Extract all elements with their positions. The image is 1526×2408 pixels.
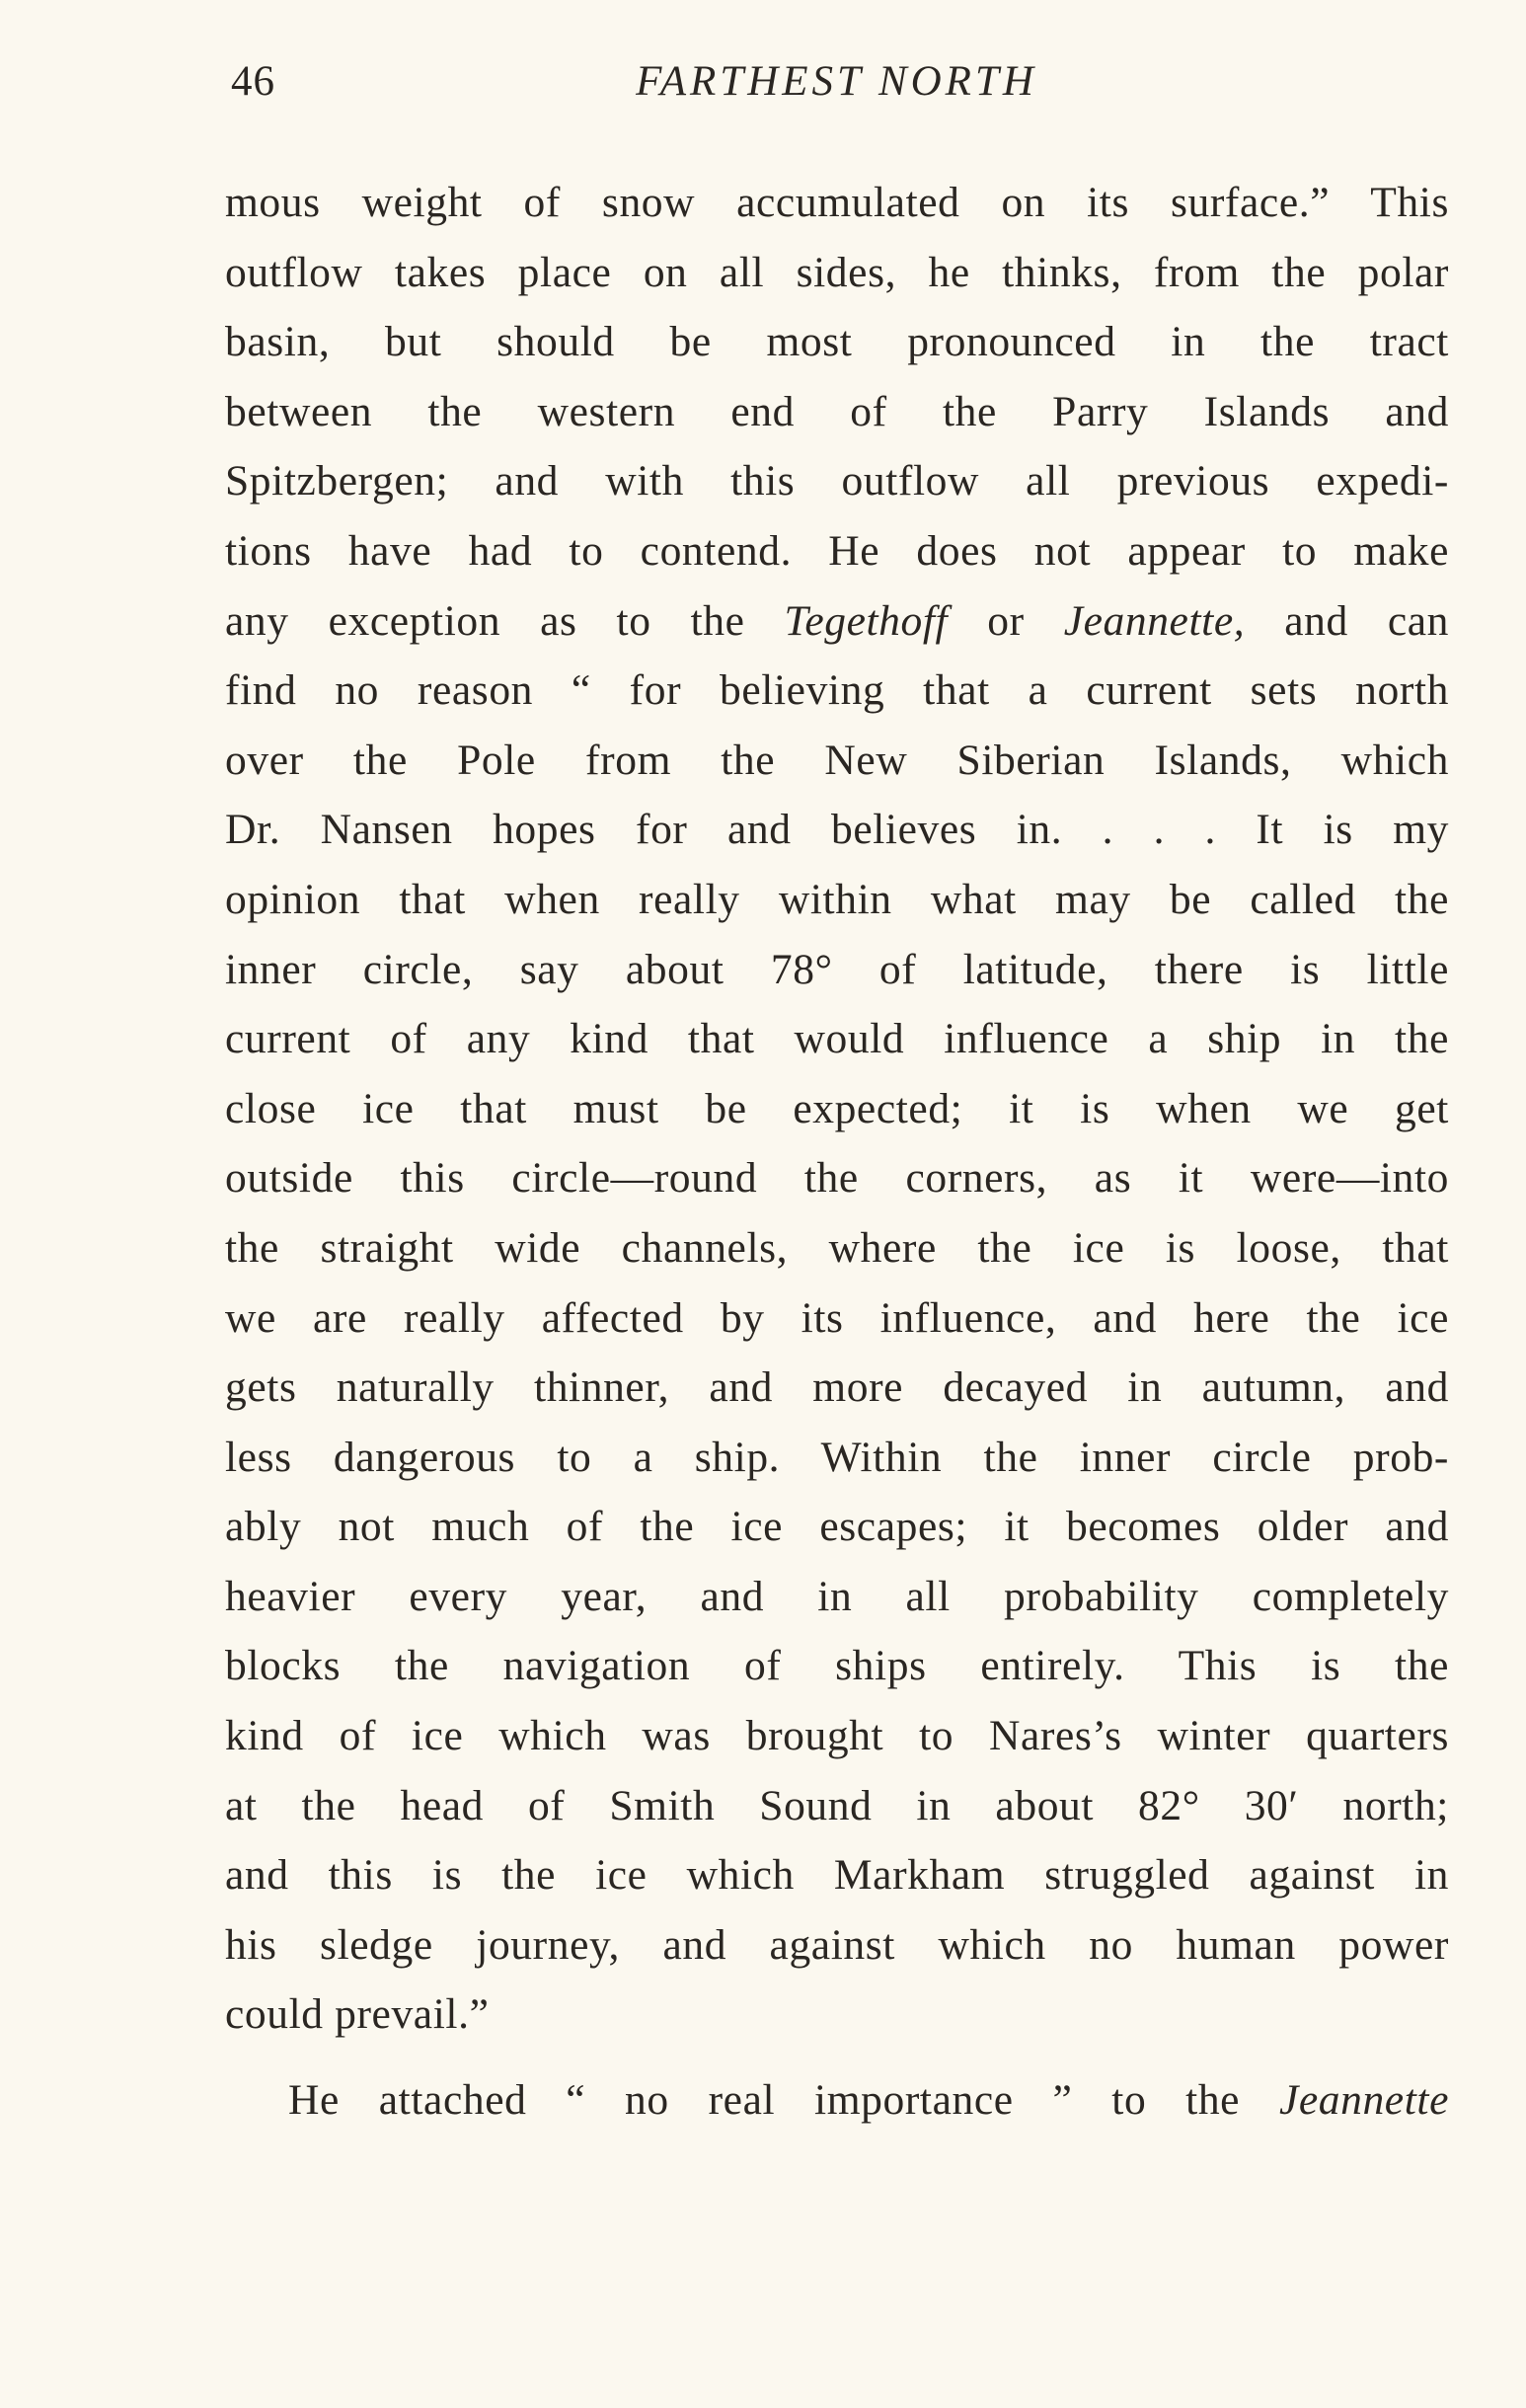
text-line (225, 1213, 1449, 1283)
text-segment: He attached “ no real importance ” to the (288, 2076, 1279, 2125)
italic-title: Tegethoff (784, 596, 949, 645)
text-segment: the straight wide channels, where the ice is loose, that (225, 1223, 1449, 1272)
text-line (225, 307, 1449, 377)
text-line (225, 446, 1449, 516)
text-segment: kind of ice which was brought to Nares’s winter quarters (225, 1712, 1449, 1760)
text-segment: at the head of Smith Sound in about 82° 30′ north; (225, 1781, 1449, 1829)
text-segment: and can (1245, 596, 1449, 645)
text-segment: find no reason “ for believing that a current sets north (225, 666, 1449, 715)
text-line (225, 1353, 1449, 1423)
text-segment: outflow takes place on all sides, he thinks, from the polar (225, 248, 1449, 296)
text-segment: his sledge journey, and against which no human power (225, 1920, 1449, 1969)
text-segment: inner circle, say about 78° of latitude, there is little (225, 945, 1449, 993)
italic-title: Jeannette, (1063, 596, 1246, 645)
text-line (225, 238, 1449, 308)
text-line (225, 1631, 1449, 1701)
text-line (225, 2065, 1449, 2136)
text-line (225, 1074, 1449, 1144)
text-line (225, 168, 1449, 238)
text-segment: Dr. Nansen hopes for and believes in. . . . It is my (225, 806, 1449, 854)
text-segment: any exception as to the (225, 596, 785, 645)
text-line (225, 1562, 1449, 1632)
text-line (225, 1910, 1449, 1981)
text-line (225, 377, 1449, 447)
text-line (225, 726, 1449, 796)
paragraph (225, 168, 1449, 2050)
italic-title: Jeannette (1278, 2076, 1449, 2125)
text-segment: we are really affected by its influence, and here the ice (225, 1293, 1449, 1342)
text-line (225, 1492, 1449, 1562)
text-segment: Spitzbergen; and with this outflow all previous expedi- (225, 457, 1449, 505)
text-line (225, 656, 1449, 726)
text-segment: basin, but should be most pronounced in the tract (225, 318, 1449, 366)
running-head (217, 57, 1456, 117)
page-number: 46 (231, 58, 275, 105)
paragraph (225, 2065, 1449, 2136)
running-title: FARTHEST NORTH (636, 58, 1037, 105)
text-line (225, 516, 1449, 586)
body-text (225, 168, 1449, 2136)
text-segment: between the western end of the Parry Islands and (225, 387, 1449, 435)
text-line (225, 1701, 1449, 1771)
text-segment: heavier every year, and in all probability completely (225, 1572, 1449, 1620)
text-line (225, 795, 1449, 865)
text-segment: less dangerous to a ship. Within the inner circle prob- (225, 1433, 1449, 1481)
text-segment: could prevail.” (225, 1990, 490, 2039)
text-segment: tions have had to contend. He does not appear to make (225, 526, 1449, 575)
text-line (225, 1840, 1449, 1910)
text-segment: mous weight of snow accumulated on its surface.” This (225, 179, 1449, 226)
text-segment: blocks the navigation of ships entirely. This is the (225, 1642, 1449, 1690)
text-line (225, 1004, 1449, 1074)
text-line (225, 1423, 1449, 1493)
text-segment: over the Pole from the New Siberian Islands, which (225, 736, 1449, 784)
text-segment: close ice that must be expected; it is when we get (225, 1084, 1449, 1132)
text-segment: ably not much of the ice escapes; it becomes older and (225, 1503, 1449, 1551)
text-line (225, 1283, 1449, 1354)
text-line (225, 865, 1449, 935)
text-line (225, 586, 1449, 657)
text-segment: outside this circle—round the corners, as it were—into (225, 1154, 1449, 1203)
text-segment: or (948, 596, 1064, 645)
text-segment: opinion that when really within what may be called the (225, 875, 1449, 923)
text-line (225, 1771, 1449, 1841)
paragraph-gap (225, 2050, 1449, 2065)
text-segment: and this is the ice which Markham struggled against in (225, 1851, 1449, 1900)
text-segment: current of any kind that would influence a ship in the (225, 1015, 1449, 1063)
text-segment: gets naturally thinner, and more decayed in autumn, and (225, 1363, 1449, 1412)
text-line (225, 935, 1449, 1005)
text-line (225, 1143, 1449, 1213)
text-line (225, 1980, 1449, 2050)
